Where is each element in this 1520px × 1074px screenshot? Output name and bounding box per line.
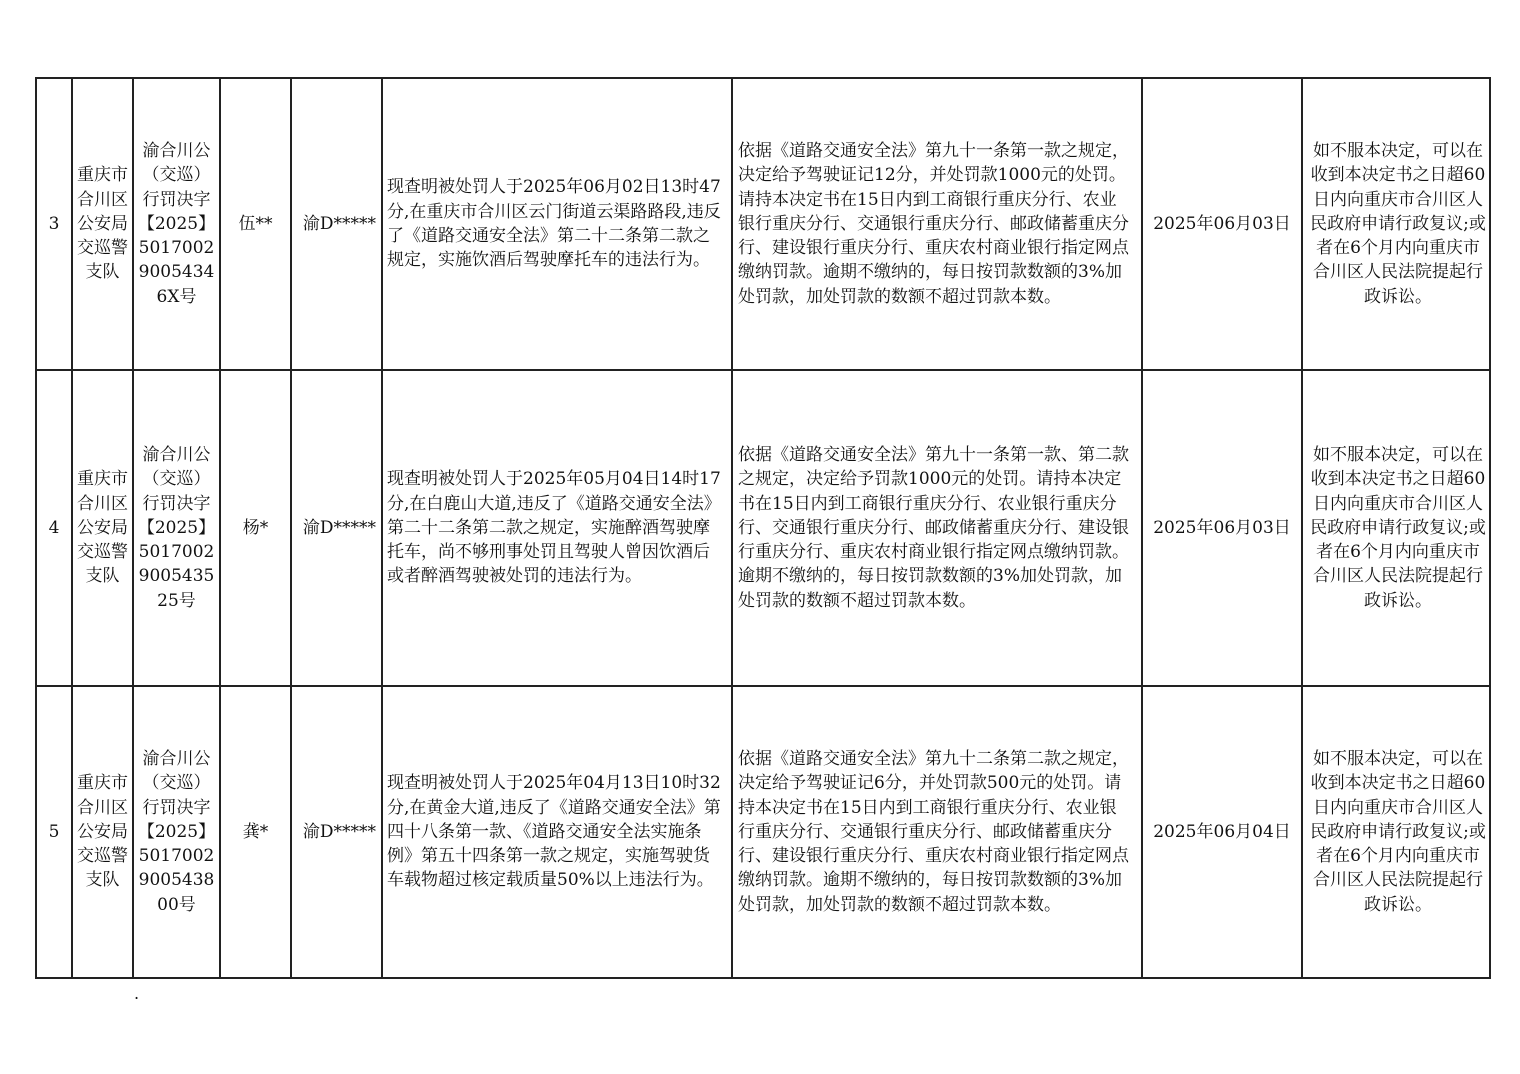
decision-number: 渝合川公（交巡）行罚决字【2025】5017002900543800号 [133,686,220,978]
trailing-mark: . [134,984,140,1003]
decision-number: 渝合川公（交巡）行罚决字【2025】501700290054346X号 [133,78,220,370]
legal-remedy: 如不服本决定，可以在收到本决定书之日超60日内向重庆市合川区人民政府申请行政复议;或者在6个月内向重庆市合川区人民法院提起行政诉讼。 [1302,370,1490,686]
violation-facts: 现查明被处罚人于2025年06月02日13时47分,在重庆市合川区云门街道云渠路路段,违反了《道路交通安全法》第二十二条第二款之规定，实施饮酒后驾驶摩托车的违法行为。 [382,78,732,370]
issuing-unit: 重庆市合川区公安局交巡警支队 [72,686,133,978]
violation-facts: 现查明被处罚人于2025年05月04日14时17分,在白鹿山大道,违反了《道路交通安全法》第二十二条第二款之规定，实施醉酒驾驶摩托车，尚不够刑事处罚且驾驶人曾因饮酒后或者醉酒驾驶被处罚的违法行为。 [382,370,732,686]
decision-number: 渝合川公（交巡）行罚决字【2025】5017002900543525号 [133,370,220,686]
offender-name: 伍** [220,78,291,370]
table-row [36,78,1490,370]
offender-name: 杨* [220,370,291,686]
table-row [36,686,1490,978]
penalty-basis: 依据《道路交通安全法》第九十一条第一款之规定，决定给予驾驶证记12分，并处罚款1000元的处罚。请持本决定书在15日内到工商银行重庆分行、农业银行重庆分行、交通银行重庆分行、邮政储蓄重庆分行、建设银行重庆分行、重庆农村商业银行指定网点缴纳罚款。逾期不缴纳的，每日按罚款数额的3%加处罚款，加处罚款的数额不超过罚款本数。 [732,78,1142,370]
table-row [36,370,1490,686]
offender-name: 龚* [220,686,291,978]
row-index: 3 [36,78,72,370]
penalty-basis: 依据《道路交通安全法》第九十一条第一款、第二款之规定，决定给予罚款1000元的处罚。请持本决定书在15日内到工商银行重庆分行、农业银行重庆分行、交通银行重庆分行、邮政储蓄重庆分行、建设银行重庆分行、重庆农村商业银行指定网点缴纳罚款。逾期不缴纳的，每日按罚款数额的3%加处罚款，加处罚款的数额不超过罚款本数。 [732,370,1142,686]
issuing-unit: 重庆市合川区公安局交巡警支队 [72,78,133,370]
issuing-unit: 重庆市合川区公安局交巡警支队 [72,370,133,686]
license-plate: 渝D***** [291,686,382,978]
penalty-records-table [35,77,1491,979]
decision-date: 2025年06月04日 [1142,686,1302,978]
legal-remedy: 如不服本决定，可以在收到本决定书之日超60日内向重庆市合川区人民政府申请行政复议;或者在6个月内向重庆市合川区人民法院提起行政诉讼。 [1302,686,1490,978]
violation-facts: 现查明被处罚人于2025年04月13日10时32分,在黄金大道,违反了《道路交通安全法》第四十八条第一款、《道路交通安全法实施条例》第五十四条第一款之规定，实施驾驶货车载物超过核定载质量50%以上违法行为。 [382,686,732,978]
license-plate: 渝D***** [291,370,382,686]
legal-remedy: 如不服本决定，可以在收到本决定书之日超60日内向重庆市合川区人民政府申请行政复议;或者在6个月内向重庆市合川区人民法院提起行政诉讼。 [1302,78,1490,370]
decision-date: 2025年06月03日 [1142,370,1302,686]
row-index: 5 [36,686,72,978]
decision-date: 2025年06月03日 [1142,78,1302,370]
row-index: 4 [36,370,72,686]
penalty-basis: 依据《道路交通安全法》第九十二条第二款之规定，决定给予驾驶证记6分，并处罚款500元的处罚。请持本决定书在15日内到工商银行重庆分行、农业银行重庆分行、交通银行重庆分行、邮政储蓄重庆分行、建设银行重庆分行、重庆农村商业银行指定网点缴纳罚款。逾期不缴纳的，每日按罚款数额的3%加处罚款，加处罚款的数额不超过罚款本数。 [732,686,1142,978]
license-plate: 渝D***** [291,78,382,370]
